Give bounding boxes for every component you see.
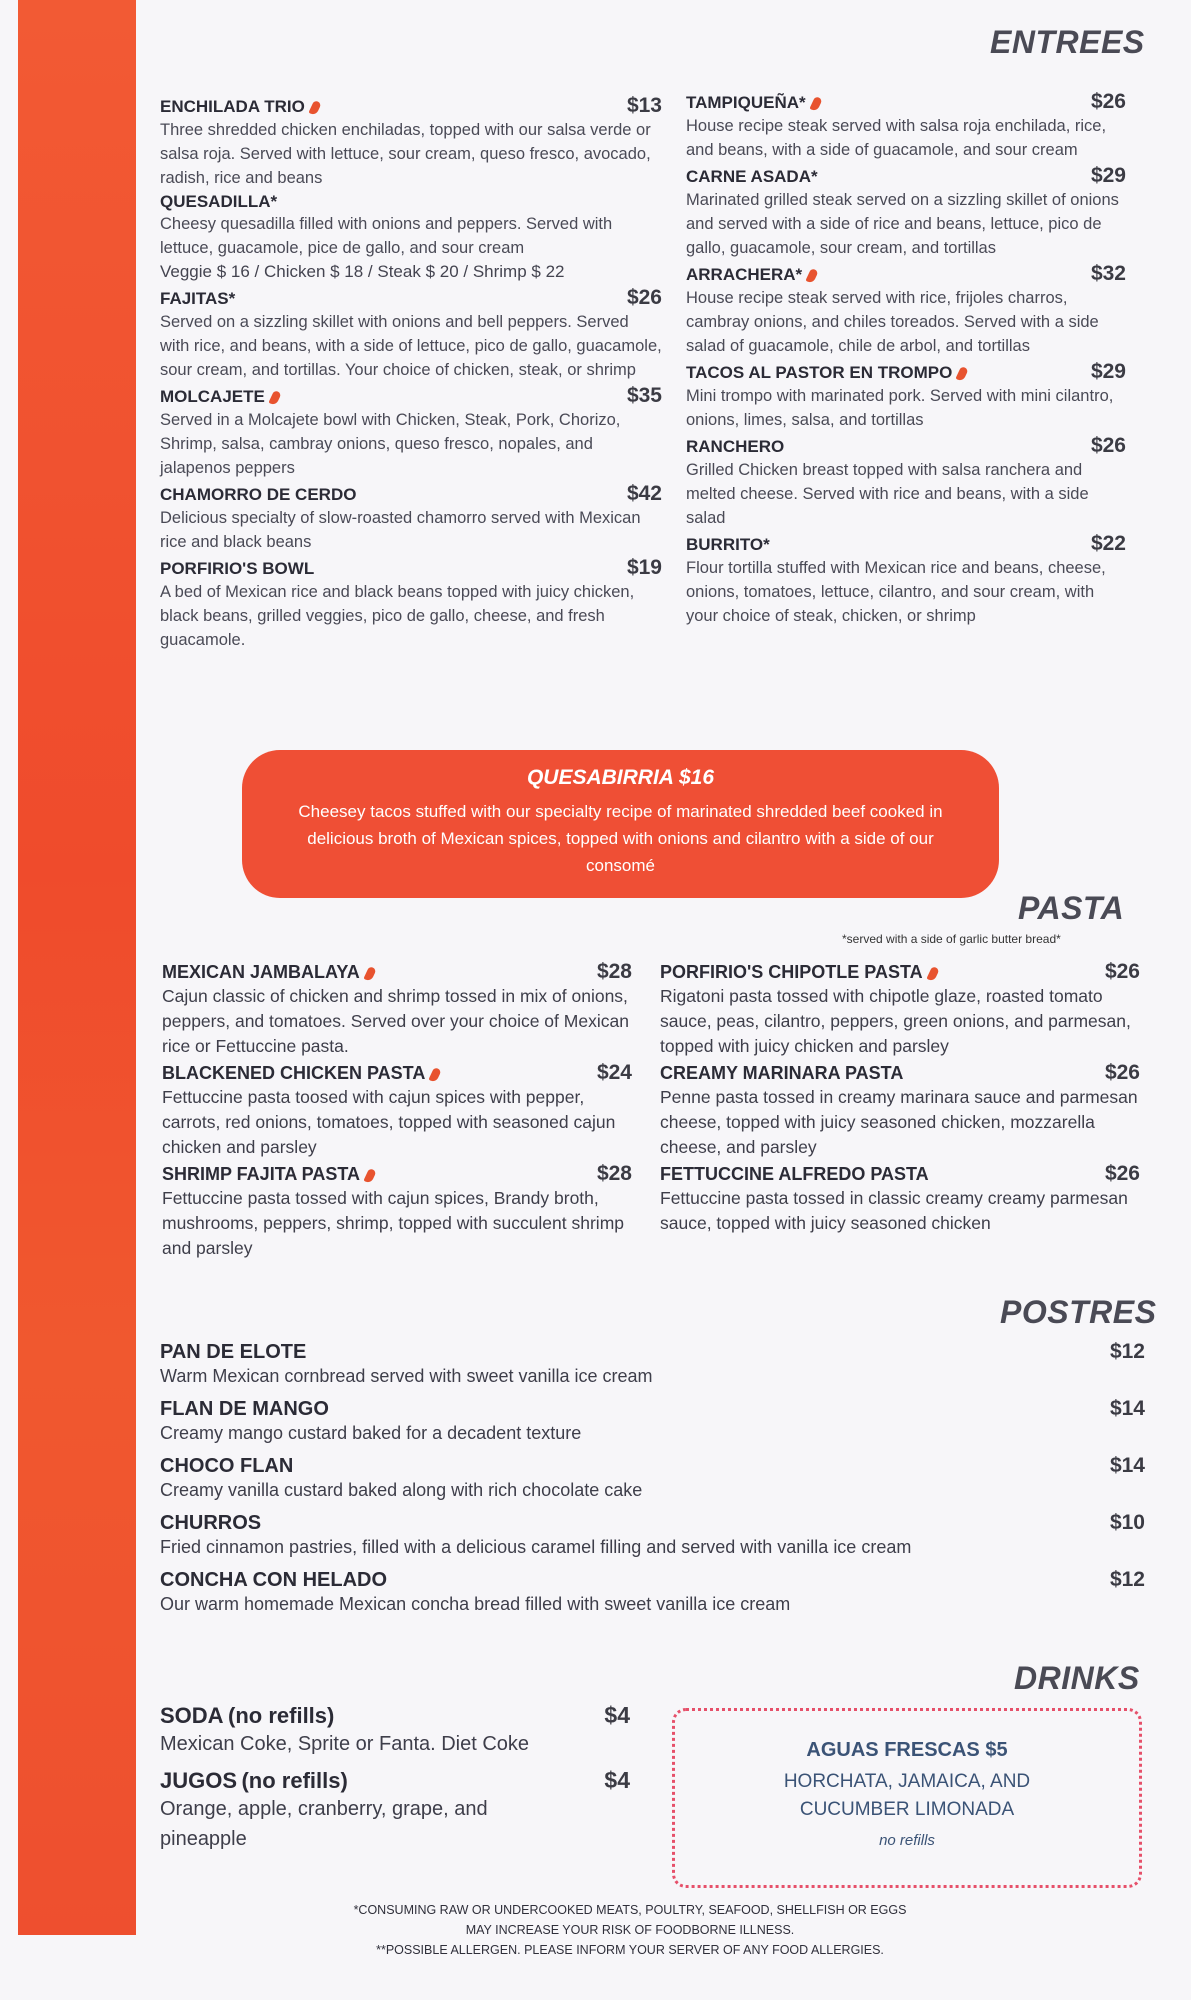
pasta-heading: PASTA [1018,890,1125,926]
item-name: BLACKENED CHICKEN PASTA [162,1063,426,1083]
aguas-frescas-box [672,1708,1142,1888]
spicy-pepper-icon [926,966,939,982]
item-description: Cheesy quesadilla filled with onions and peppers. Served with lettuce, guacamole, pice de gallo, and sour cream [160,215,613,257]
item-name: TACOS AL PASTOR EN TROMPO [686,363,953,382]
spicy-pepper-icon [268,390,281,406]
item-description: House recipe steak served with rice, frijoles charros, cambray onions, and chiles toreados. Served with a side salad of guacamole, chile de arbol, and tortillas [686,289,1099,355]
item-name: CHURROS [160,1512,262,1534]
item-name: FAJITAS* [160,289,236,308]
item-description: Fettuccine pasta tossed in classic creamy creamy parmesan sauce, topped with juicy seasoned chicken [660,1188,1128,1233]
item-name: FLAN DE MANGO [160,1398,329,1420]
menu-item [160,482,662,554]
item-name: RANCHERO [686,437,785,456]
item-name: CREAMY MARINARA PASTA [660,1063,904,1083]
drinks-heading: DRINKS [1014,1660,1140,1696]
pasta-right-column [660,960,1140,1238]
item-description: Our warm homemade Mexican concha bread filled with sweet vanilla ice cream [160,1594,791,1614]
item-description: Three shredded chicken enchiladas, topped with our salsa verde or salsa roja. Served with lettuce, sour cream, queso fresco, avocado, radish, rice and beans [160,121,651,187]
item-description: Fettuccine pasta tossed with cajun spices, Brandy broth, mushrooms, peppers, shrimp, topped with succulent shrimp and parsley [162,1188,625,1258]
pasta-note: *served with a side of garlic butter bread* [842,932,1061,946]
menu-item [160,286,662,382]
item-name: FETTUCCINE ALFREDO PASTA [660,1164,929,1184]
item-name: CHOCO FLAN [160,1455,294,1477]
item-description: Mexican Coke, Sprite or Fanta. Diet Coke [160,1733,530,1755]
aguas-title: AGUAS FRESCAS $5 [806,1739,1008,1761]
banner-title: QUESABIRRIA $16 [526,766,715,789]
item-price: $4 [604,1702,630,1728]
menu-item [686,90,1126,162]
banner-description: Cheesey tacos stuffed with our specialty recipe of marinated shredded beef cooked in delicious broth of Mexican spices, topped with onions and cilantro with a side of our consomé [298,802,943,875]
item-description: Served on a sizzling skillet with onions and bell peppers. Served with rice, and beans, with a side of lettuce, pico de gallo, guacamole, sour cream, and tortillas. Your choice of chicken, steak, or shrimp [160,313,662,379]
item-name: PAN DE ELOTE [160,1341,307,1363]
item-price-options: Veggie $ 16 / Chicken $ 18 / Steak $ 20 / Shrimp $ 22 [160,262,565,281]
pasta-left-column [162,960,632,1263]
menu-item [686,532,1126,628]
item-description: Grilled Chicken breast topped with salsa ranchera and melted cheese. Served with rice and beans, with a side salad [686,461,1089,527]
spicy-pepper-icon [363,1168,376,1184]
menu-item [160,1454,1145,1503]
item-description: Mini trompo with marinated pork. Served with mini cilantro, onions, limes, salsa, and tortillas [686,387,1114,429]
item-description: Creamy mango custard baked for a decadent texture [160,1423,582,1443]
menu-item [660,1162,1140,1236]
menu-item [660,1061,1140,1160]
item-name: MEXICAN JAMBALAYA [162,962,360,982]
postres-heading: POSTRES [1000,1294,1157,1330]
dessert-list [160,1340,1145,1619]
item-price: $28 [596,960,632,983]
item-name: TAMPIQUEÑA* [686,93,806,112]
item-name: JUGOS [160,1768,238,1793]
item-price: $19 [626,556,662,579]
quesabirria-special-banner [242,750,999,898]
item-price: $12 [1109,1568,1145,1591]
menu-item [160,94,662,190]
menu-item [686,262,1126,358]
menu-item [660,960,1140,1059]
aguas-refill-note: no refills [879,1832,935,1849]
disclaimer-line: *CONSUMING RAW OR UNDERCOOKED MEATS, POULTRY, SEAFOOD, SHELLFISH OR EGGS [353,1903,907,1917]
item-description: Delicious specialty of slow-roasted chamorro served with Mexican rice and black beans [160,509,641,551]
item-name: CONCHA CON HELADO [160,1569,388,1591]
item-price: $22 [1090,532,1126,555]
item-name: PORFIRIO'S CHIPOTLE PASTA [660,962,923,982]
item-name: ENCHILADA TRIO [160,97,305,116]
menu-item [162,1061,632,1160]
item-price: $42 [626,482,662,505]
item-name: SHRIMP FAJITA PASTA [162,1164,361,1184]
spicy-pepper-icon [806,268,819,284]
item-name: CHAMORRO DE CERDO [160,485,357,504]
allergen-notice: **POSSIBLE ALLERGEN. PLEASE INFORM YOUR SERVER OF ANY FOOD ALLERGIES. [376,1943,884,1957]
item-description: Marinated grilled steak served on a sizzling skillet of onions and served with a side of rice and beans, lettuce, pico de gallo, guacamole, sour cream, and tortillas [686,191,1119,257]
item-price: $26 [1090,90,1126,113]
item-refill-note: (no refills) [241,1768,348,1793]
item-price: $35 [626,384,662,407]
item-price: $24 [596,1061,632,1084]
item-name: CARNE ASADA* [686,167,818,186]
food-safety-disclaimer [300,1900,960,1960]
item-price: $29 [1090,164,1126,187]
item-price: $26 [1104,1061,1140,1084]
item-price: $4 [604,1767,630,1793]
item-name: ARRACHERA* [686,265,803,284]
item-price: $10 [1109,1511,1145,1534]
item-description: Creamy vanilla custard baked along with rich chocolate cake [160,1480,643,1500]
entrees-left-column [160,94,662,654]
menu-item [160,384,662,480]
spicy-pepper-icon [308,100,321,116]
item-price: $28 [596,1162,632,1185]
item-price: $14 [1109,1454,1145,1477]
menu-item [686,360,1126,432]
item-description: Orange, apple, cranberry, grape, and pineapple [160,1798,488,1850]
menu-item [160,1767,630,1854]
decorative-red-stripe [18,0,136,1935]
item-description: Flour tortilla stuffed with Mexican rice and beans, cheese, onions, tomatoes, lettuce, cilantro, and sour cream, with your choice of steak, chicken, or shrimp [686,559,1106,625]
menu-item [162,960,632,1059]
menu-item [686,164,1126,260]
item-refill-note: (no refills) [228,1703,335,1728]
menu-item [160,1511,1145,1560]
entrees-right-column [686,90,1126,630]
item-price: $26 [1104,1162,1140,1185]
menu-item [162,1162,632,1261]
spicy-pepper-icon [363,966,376,982]
aguas-flavors-line2: CUCUMBER LIMONADA [799,1799,1015,1820]
menu-item [160,556,662,652]
aguas-flavors-line1: HORCHATA, JAMAICA, AND [783,1771,1031,1792]
menu-item [160,1397,1145,1446]
item-name: QUESADILLA* [160,192,278,211]
drinks-list [160,1702,630,1856]
menu-item [160,1340,1145,1389]
item-price: $29 [1090,360,1126,383]
item-description: Rigatoni pasta tossed with chipotle glaze, roasted tomato sauce, peas, cilantro, peppers, green onions, and parmesan, topped with juicy chicken and parsley [660,986,1131,1056]
item-description: Fried cinnamon pastries, filled with a delicious caramel filling and served with vanilla ice cream [160,1537,912,1557]
item-name: SODA [160,1703,224,1728]
item-description: House recipe steak served with salsa roja enchilada, rice, and beans, with a side of guacamole, and sour cream [686,117,1107,159]
menu-item [686,434,1126,530]
item-price: $26 [1090,434,1126,457]
item-name: BURRITO* [686,535,770,554]
spicy-pepper-icon [809,96,822,112]
menu-item [160,192,662,284]
item-price: $12 [1109,1340,1145,1363]
item-name: MOLCAJETE [160,387,265,406]
item-price: $32 [1090,262,1126,285]
item-description: Served in a Molcajete bowl with Chicken, Steak, Pork, Chorizo, Shrimp, salsa, cambray onions, queso fresco, nopales, and jalapenos peppers [160,411,621,477]
item-price: $26 [1104,960,1140,983]
entrees-heading: ENTREES [990,24,1145,60]
spicy-pepper-icon [956,366,969,382]
item-price: $13 [626,94,662,117]
item-price: $14 [1109,1397,1145,1420]
menu-item [160,1702,630,1759]
item-description: A bed of Mexican rice and black beans topped with juicy chicken, black beans, grilled veggies, pico de gallo, cheese, and fresh guacamole. [160,583,635,649]
spicy-pepper-icon [429,1067,442,1083]
item-description: Warm Mexican cornbread served with sweet vanilla ice cream [160,1366,653,1386]
disclaimer-line: MAY INCREASE YOUR RISK OF FOODBORNE ILLNESS. [465,1923,795,1937]
item-description: Fettuccine pasta toosed with cajun spices with pepper, carrots, red onions, tomatoes, topped with seasoned cajun chicken and parsley [162,1087,616,1157]
item-description: Cajun classic of chicken and shrimp tossed in mix of onions, peppers, and tomatoes. Served over your choice of Mexican rice or Fettuccine pasta. [162,986,629,1056]
menu-item [160,1568,1145,1617]
item-name: PORFIRIO'S BOWL [160,559,315,578]
item-description: Penne pasta tossed in creamy marinara sauce and parmesan cheese, topped with juicy seasoned chicken, mozzarella cheese, and parsley [660,1087,1138,1157]
item-price: $26 [626,286,662,309]
